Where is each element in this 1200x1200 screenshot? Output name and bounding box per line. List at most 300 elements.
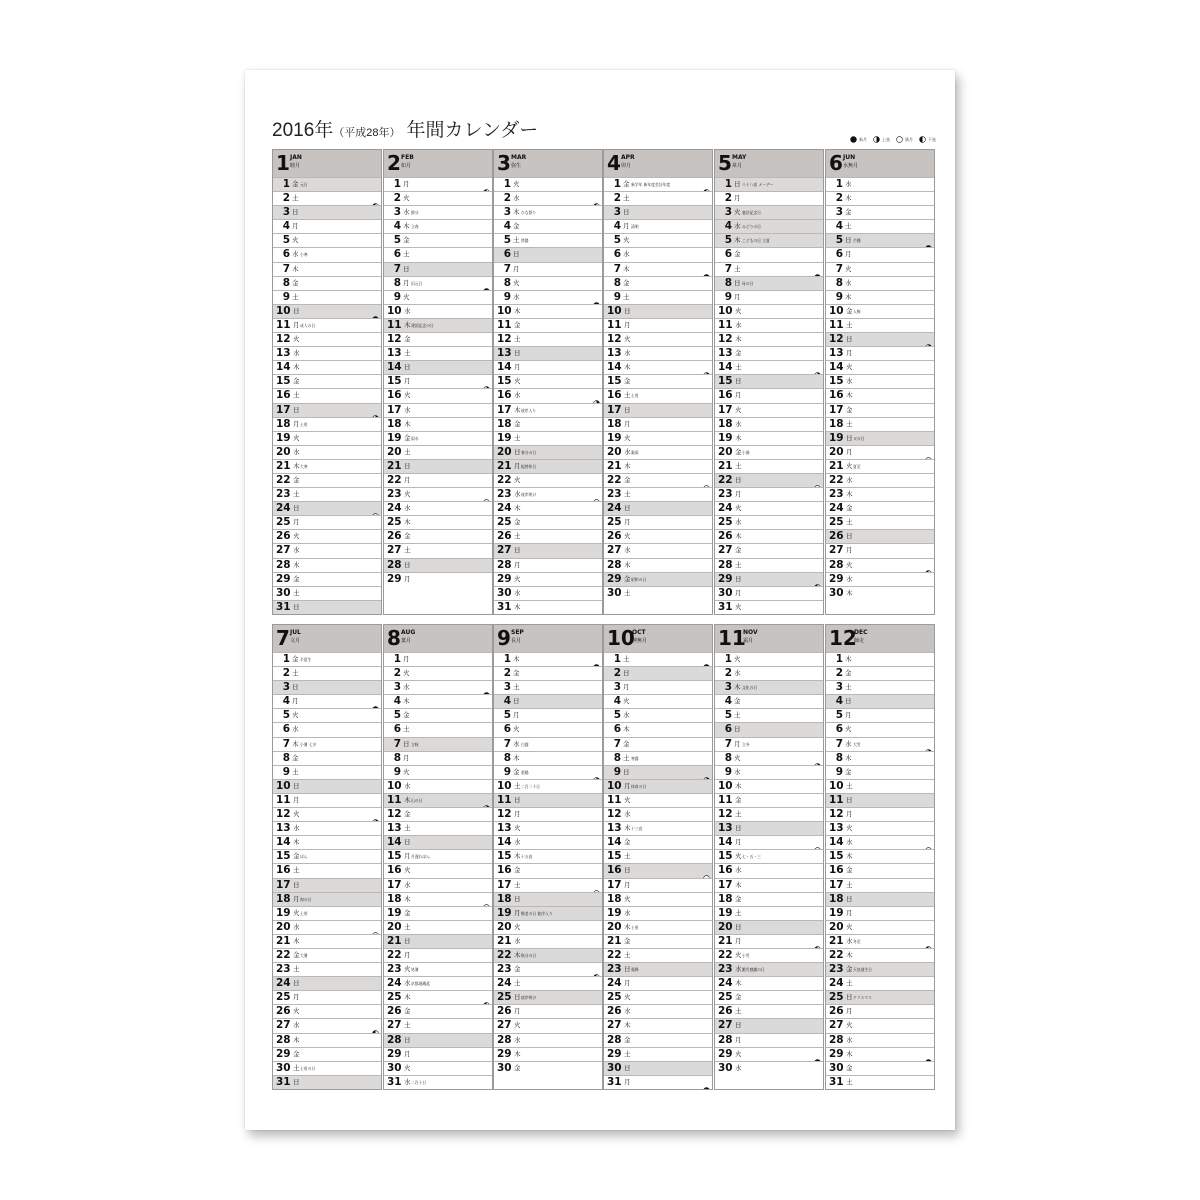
weekday: 金 [403, 236, 410, 245]
day-row [604, 906, 712, 920]
day-number: 20 [718, 445, 733, 458]
day-number: 3 [613, 681, 621, 694]
weekday: 水 [404, 504, 411, 513]
weekday: 火 [292, 236, 299, 245]
weekday: 日 [734, 180, 741, 188]
month-english: OCT [632, 629, 646, 636]
weekday: 日 [734, 278, 741, 287]
day-row [494, 990, 602, 1004]
month-number: 5 [718, 151, 732, 175]
last-moon-icon [372, 195, 379, 202]
day-number: 28 [829, 558, 844, 571]
day-number: 18 [829, 417, 844, 430]
day-number: 6 [724, 248, 732, 261]
day-row [715, 543, 823, 557]
first-moon-icon [703, 769, 710, 776]
day-number: 19 [497, 431, 512, 444]
day-number: 12 [829, 333, 844, 346]
weekday: 水 [624, 447, 631, 456]
day-number: 7 [503, 737, 511, 750]
month-header [604, 625, 712, 652]
weekday: 木 [845, 292, 852, 301]
weekday: 水 [404, 405, 411, 414]
day-note: 七・五・三 [742, 854, 761, 860]
day-note: 秋分の日 [521, 952, 537, 958]
weekday: 月 [404, 377, 411, 386]
day-number: 19 [387, 906, 402, 919]
weekday: 土 [293, 391, 300, 400]
day-row [273, 708, 381, 722]
weekday: 月 [735, 588, 742, 597]
day-row [494, 417, 602, 431]
day-number: 28 [276, 1033, 291, 1046]
weekday: 月 [293, 518, 300, 527]
weekday: 日 [293, 781, 300, 790]
day-row [494, 765, 602, 779]
day-row [604, 948, 712, 962]
day-row [826, 708, 934, 722]
weekday: 火 [404, 490, 411, 499]
day-number: 10 [276, 304, 291, 317]
day-number: 3 [724, 681, 732, 694]
new-moon-icon [850, 136, 859, 144]
day-number: 23 [718, 963, 733, 976]
day-number: 24 [497, 502, 512, 515]
weekday: 火 [846, 560, 853, 569]
weekday: 木 [514, 950, 521, 959]
day-number: 13 [829, 822, 844, 835]
day-row [715, 572, 823, 586]
weekday: 金 [623, 180, 630, 188]
day-row [273, 821, 381, 835]
day-row [604, 177, 712, 191]
new-moon-icon [372, 698, 379, 705]
weekday: 日 [404, 363, 411, 372]
weekday: 金 [735, 447, 742, 456]
day-number: 3 [393, 206, 401, 219]
day-number: 10 [718, 304, 733, 317]
weekday: 月 [403, 753, 410, 762]
day-row [384, 219, 492, 233]
weekday: 土 [735, 461, 742, 470]
day-row [384, 666, 492, 680]
day-row [273, 722, 381, 736]
day-number: 16 [607, 389, 622, 402]
day-number: 27 [387, 544, 402, 557]
weekday: 水 [734, 222, 741, 231]
day-number: 28 [387, 558, 402, 571]
day-number: 17 [387, 403, 402, 416]
day-number: 14 [276, 836, 291, 849]
day-row [273, 374, 381, 388]
day-row [494, 835, 602, 849]
legend-label: 新月 [859, 137, 867, 142]
day-number: 28 [497, 558, 512, 571]
weekday: 火 [293, 908, 300, 917]
day-row [604, 572, 712, 586]
weekday: 木 [846, 588, 853, 597]
day-number: 25 [829, 516, 844, 529]
month-japanese: 葉月 [401, 638, 412, 644]
weekday: 水 [846, 574, 853, 583]
day-number: 4 [393, 695, 401, 708]
day-number: 15 [276, 375, 291, 388]
weekday: 水 [624, 546, 631, 555]
day-number: 28 [607, 558, 622, 571]
last-moon-icon [703, 181, 710, 188]
month-dec [825, 624, 935, 1090]
day-row [494, 445, 602, 459]
day-row [604, 680, 712, 694]
day-row [384, 1033, 492, 1047]
day-row [826, 849, 934, 863]
weekday: 日 [514, 447, 521, 456]
day-row [604, 934, 712, 948]
day-number: 30 [829, 1061, 844, 1074]
day-number: 1 [835, 178, 843, 190]
day-row [604, 262, 712, 276]
weekday: 金 [293, 377, 300, 386]
month-oct [603, 624, 713, 1090]
day-row [494, 849, 602, 863]
day-number: 4 [503, 695, 511, 708]
day-row [715, 1004, 823, 1018]
day-row [273, 1033, 381, 1047]
day-number: 17 [718, 878, 733, 891]
new-moon-icon [593, 656, 600, 663]
day-row [384, 318, 492, 332]
day-row [604, 219, 712, 233]
weekday: 月 [514, 461, 521, 470]
month-japanese: 文月 [290, 638, 301, 644]
moon-phase-legend [850, 136, 942, 144]
day-row [494, 793, 602, 807]
day-row [384, 835, 492, 849]
day-row [826, 962, 934, 976]
day-number: 12 [276, 333, 291, 346]
weekday: 水 [735, 1063, 742, 1072]
day-row [715, 1061, 823, 1075]
day-number: 2 [835, 667, 843, 680]
day-row [384, 262, 492, 276]
month-header [494, 150, 602, 177]
day-number: 26 [497, 1005, 512, 1018]
weekday: 木 [846, 1049, 853, 1058]
day-row [826, 694, 934, 708]
weekday: 土 [846, 880, 853, 889]
day-row [494, 388, 602, 402]
day-row [604, 205, 712, 219]
day-number: 3 [282, 206, 290, 219]
weekday: 金 [624, 1035, 631, 1044]
month-jun [825, 149, 935, 615]
first-moon-icon [873, 136, 882, 144]
weekday: 水 [624, 1007, 631, 1016]
day-number: 23 [387, 963, 402, 976]
day-note: 土用 [631, 924, 639, 930]
day-number: 21 [387, 934, 402, 947]
day-number: 10 [276, 779, 291, 792]
first-moon-icon [703, 364, 710, 371]
day-number: 7 [724, 737, 732, 750]
weekday: 月 [846, 447, 853, 456]
day-row [494, 487, 602, 501]
day-number: 12 [276, 808, 291, 821]
weekday: 土 [846, 1077, 853, 1086]
month-english: MAR [511, 154, 527, 161]
first-moon-icon [814, 755, 821, 762]
weekday: 火 [735, 1049, 742, 1058]
day-row [384, 737, 492, 751]
day-number: 24 [497, 977, 512, 990]
last-moon-icon [593, 195, 600, 202]
day-number: 16 [276, 864, 291, 877]
day-number: 27 [497, 1019, 512, 1032]
weekday: 土 [404, 546, 411, 555]
day-number: 16 [387, 389, 402, 402]
weekday: 火 [292, 711, 299, 720]
day-number: 31 [607, 1075, 622, 1088]
day-number: 21 [497, 459, 512, 472]
weekday: 日 [293, 979, 300, 988]
day-number: 23 [276, 963, 291, 976]
month-aug [383, 624, 493, 1090]
day-row [604, 821, 712, 835]
day-row [604, 360, 712, 374]
new-moon-icon [814, 266, 821, 273]
weekday: 金 [514, 866, 521, 875]
weekday: 木 [735, 781, 742, 790]
day-number: 17 [497, 403, 512, 416]
day-number: 6 [835, 248, 843, 261]
weekday: 日 [293, 504, 300, 513]
day-row [715, 652, 823, 666]
weekday: 日 [624, 405, 631, 414]
weekday: 土 [623, 655, 630, 663]
month-sep [493, 624, 603, 1090]
full-moon-icon [372, 924, 379, 931]
weekday: 水 [404, 306, 411, 315]
day-number: 14 [607, 361, 622, 374]
weekday: 日 [735, 574, 742, 583]
weekday: 火 [514, 922, 521, 931]
weekday: 水 [514, 838, 521, 847]
weekday: 金 [735, 894, 742, 903]
day-row [604, 835, 712, 849]
weekday: 水 [292, 725, 299, 734]
day-row [384, 920, 492, 934]
weekday: 水 [846, 377, 853, 386]
day-row [384, 572, 492, 586]
full-moon-icon [483, 896, 490, 903]
day-number: 30 [497, 586, 512, 599]
day-row [273, 737, 381, 751]
day-number: 17 [276, 878, 291, 891]
day-number: 6 [503, 248, 511, 261]
day-number: 18 [276, 892, 291, 905]
month-feb [383, 149, 493, 615]
day-row [715, 487, 823, 501]
day-row [384, 821, 492, 835]
weekday: 金 [623, 739, 630, 748]
month-number: 6 [829, 151, 843, 175]
weekday: 水 [735, 965, 742, 974]
month-japanese: 師走 [854, 638, 865, 644]
day-row [715, 1033, 823, 1047]
weekday: 土 [624, 490, 631, 499]
day-row [715, 177, 823, 191]
weekday: 月 [403, 278, 410, 287]
weekday: 日 [735, 1021, 742, 1030]
month-header [494, 625, 602, 652]
weekday: 火 [404, 866, 411, 875]
day-number: 10 [387, 304, 402, 317]
day-row [273, 403, 381, 417]
weekday: 月 [514, 810, 521, 819]
day-note: 十三夜 [631, 826, 643, 832]
weekday: 木 [513, 655, 520, 663]
day-number: 1 [724, 653, 732, 665]
day-row [494, 722, 602, 736]
day-row [384, 934, 492, 948]
day-number: 21 [829, 934, 844, 947]
day-number: 3 [393, 681, 401, 694]
day-note: 天皇誕生日 [853, 967, 872, 973]
weekday: 金 [292, 278, 299, 287]
day-note: 京都地蔵盆 [411, 981, 430, 987]
day-number: 24 [829, 977, 844, 990]
title-caption: 年間カレンダー [406, 120, 539, 141]
day-row [273, 1061, 381, 1075]
weekday: 木 [514, 852, 521, 861]
day-number: 7 [724, 262, 732, 275]
day-row [715, 473, 823, 487]
day-row [715, 403, 823, 417]
weekday: 金 [735, 795, 742, 804]
first-moon-icon [372, 811, 379, 818]
day-number: 2 [282, 667, 290, 680]
day-row [715, 247, 823, 261]
weekday: 土 [403, 250, 410, 259]
weekday: 金 [514, 419, 521, 428]
day-number: 3 [835, 681, 843, 694]
day-number: 22 [497, 948, 512, 961]
weekday: 木 [514, 504, 521, 513]
day-number: 5 [393, 234, 401, 247]
day-row [273, 459, 381, 473]
weekday: 木 [624, 1021, 631, 1030]
day-number: 29 [607, 1047, 622, 1060]
day-row [715, 332, 823, 346]
new-moon-icon [483, 684, 490, 691]
day-row [604, 515, 712, 529]
weekday: 金 [513, 669, 520, 678]
day-row [826, 920, 934, 934]
weekday: 火 [293, 532, 300, 541]
weekday: 水 [514, 588, 521, 597]
day-note: 小暑 七夕 [300, 741, 317, 747]
weekday: 土 [403, 725, 410, 734]
day-row [273, 543, 381, 557]
title-era: （平成28年） [333, 127, 401, 139]
weekday: 土 [292, 194, 299, 203]
weekday: 月 [403, 180, 410, 188]
weekday: 月 [404, 1049, 411, 1058]
weekday: 月 [624, 979, 631, 988]
weekday: 火 [513, 278, 520, 287]
weekday: 火 [734, 655, 741, 663]
weekday: 日 [514, 795, 521, 804]
day-row [494, 807, 602, 821]
day-row [494, 906, 602, 920]
day-row [604, 1047, 712, 1061]
day-row [494, 920, 602, 934]
day-row [826, 515, 934, 529]
day-number: 14 [497, 361, 512, 374]
weekday: 土 [735, 560, 742, 569]
weekday: 火 [734, 753, 741, 762]
weekday: 日 [513, 697, 520, 706]
day-row [826, 233, 934, 247]
day-row [604, 445, 712, 459]
day-row [273, 318, 381, 332]
first-moon-icon [925, 741, 932, 748]
month-number: 8 [387, 626, 401, 650]
day-note: 成人の日 [300, 322, 316, 328]
day-row [715, 1047, 823, 1061]
day-row [384, 417, 492, 431]
weekday: 日 [293, 602, 300, 611]
weekday: 月 [734, 292, 741, 301]
weekday: 土 [735, 363, 742, 372]
weekday: 日 [845, 697, 852, 706]
day-row [494, 948, 602, 962]
day-number: 25 [387, 516, 402, 529]
day-number: 19 [829, 431, 844, 444]
weekday: 月 [293, 993, 300, 1002]
day-row [826, 543, 934, 557]
day-number: 9 [724, 290, 732, 303]
day-number: 1 [393, 653, 401, 665]
day-row [273, 529, 381, 543]
day-row [715, 276, 823, 290]
full-moon-icon [896, 136, 905, 144]
day-number: 22 [276, 473, 291, 486]
weekday: 日 [293, 1077, 300, 1086]
day-row [826, 219, 934, 233]
day-row [826, 586, 934, 600]
day-row [826, 558, 934, 572]
weekday: 金 [846, 306, 853, 315]
day-number: 11 [387, 318, 402, 331]
day-row [273, 948, 381, 962]
weekday: 水 [513, 739, 520, 748]
weekday: 火 [845, 725, 852, 734]
day-number: 7 [613, 737, 621, 750]
day-number: 16 [276, 389, 291, 402]
day-number: 24 [387, 502, 402, 515]
day-note: 八十八夜 メーデー [742, 182, 774, 187]
weekday: 木 [846, 391, 853, 400]
day-row [826, 290, 934, 304]
weekday: 金 [293, 852, 300, 861]
day-note: 彼岸入り [521, 407, 537, 413]
weekday: 金 [735, 546, 742, 555]
day-row [826, 487, 934, 501]
day-row [604, 473, 712, 487]
weekday: 月 [514, 1007, 521, 1016]
day-number: 13 [497, 347, 512, 360]
